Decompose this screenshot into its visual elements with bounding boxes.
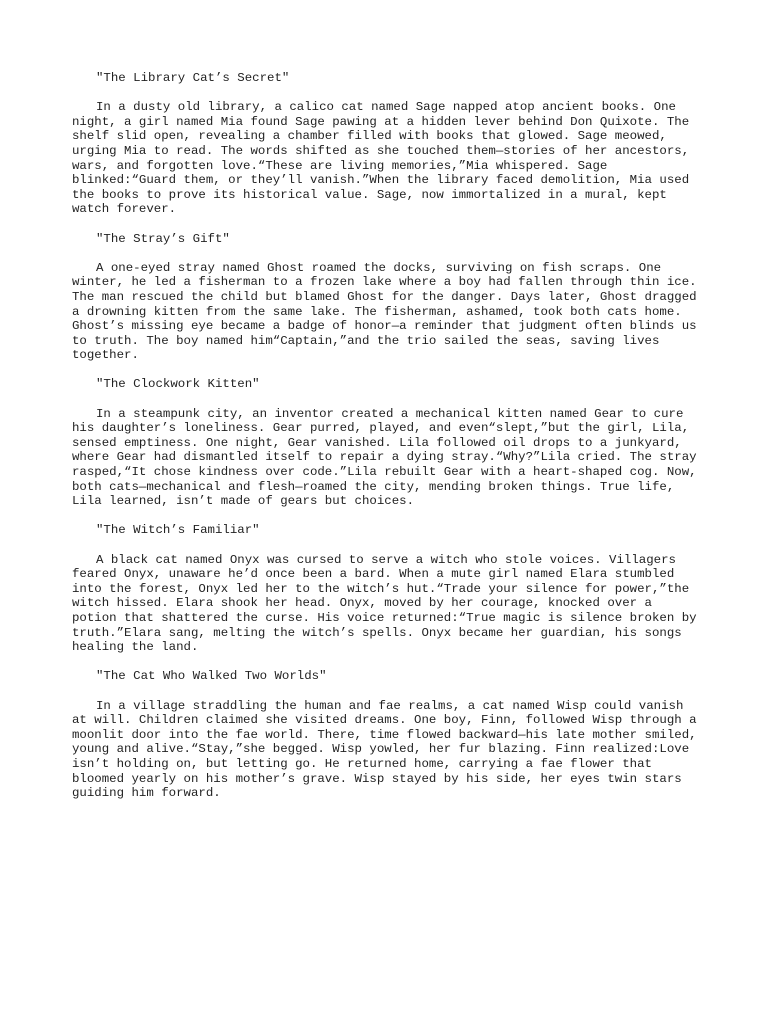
story-title: "The Library Cat’s Secret" — [96, 71, 290, 85]
document-content — [72, 71, 704, 815]
story-body: A black cat named Onyx was cursed to serve a witch who stole voices. Villagers feared Onyx, unaware he’d once been a bard. When a mute girl named Elara stumbled into the forest, Onyx led her to the witch’s hut.“Trade your silence for power,”the witch hissed. Elara shook her head. Onyx, moved by her courage, knocked over a potion that shattered the curse. His voice returned:“True magic is silence broken by truth.”Elara sang, melting the witch’s spells. Onyx became her guardian, his songs healing the land. — [72, 552, 697, 655]
story-body: In a village straddling the human and fae realms, a cat named Wisp could vanish at will. Children claimed she visited dreams. One boy, Finn, followed Wisp through a moonlit door into the fae world. There, time flowed backward—his late mother smiled, young and alive.“Stay,”she begged. Wisp yowled, her fur blazing. Finn realized:Love isn’t holding on, but letting go. He returned home, carrying a fae flower that bloomed yearly on his mother’s grave. Wisp stayed by his side, her eyes twin stars guiding him forward. — [72, 698, 697, 801]
story-title: "The Stray’s Gift" — [96, 231, 230, 246]
story-body: A one-eyed stray named Ghost roamed the docks, surviving on fish scraps. One winter, he led a fisherman to a frozen lake where a boy had fallen through thin ice. The man rescued the child but blamed Ghost for the danger. Days later, Ghost dragged a drowning kitten from the same lake. The fisherman, ashamed, took both cats home. Ghost’s missing eye became a badge of honor—a reminder that judgment often blinds us to truth. The boy named him“Captain,”and the trio sailed the seas, saving lives together. — [72, 260, 697, 363]
story-body: In a steampunk city, an inventor created a mechanical kitten named Gear to cure his daughter’s loneliness. Gear purred, played, and even“slept,”but the girl, Lila, sensed emptiness. One night, Gear vanished. Lila followed oil drops to a junkyard, where Gear had dismantled itself to repair a dying stray.“Why?”Lila cried. The stray rasped,“It chose kindness over code.”Lila rebuilt Gear with a heart-shaped cog. Now, both cats—mechanical and flesh—roamed the city, mending broken things. True life, Lila learned, isn’t made of gears but choices. — [72, 406, 697, 509]
story-title: "The Clockwork Kitten" — [96, 377, 260, 392]
story-title: "The Witch’s Familiar" — [96, 523, 260, 538]
story-title: "The Cat Who Walked Two Worlds" — [96, 669, 327, 684]
story-body: In a dusty old library, a calico cat named Sage napped atop ancient books. One night, a girl named Mia found Sage pawing at a hidden lever behind Don Quixote. The shelf slid open, revealing a chamber filled with books that glowed. Sage meowed, urging Mia to read. The words shifted as she touched them—stories of her ancestors, wars, and forgotten love.“These are living memories,”Mia whispered. Sage blinked:“Guard them, or they’ll vanish.”When the library faced demolition, Mia used the books to prove its historical value. Sage, now immortalized in a mural, kept watch forever. — [72, 100, 690, 217]
